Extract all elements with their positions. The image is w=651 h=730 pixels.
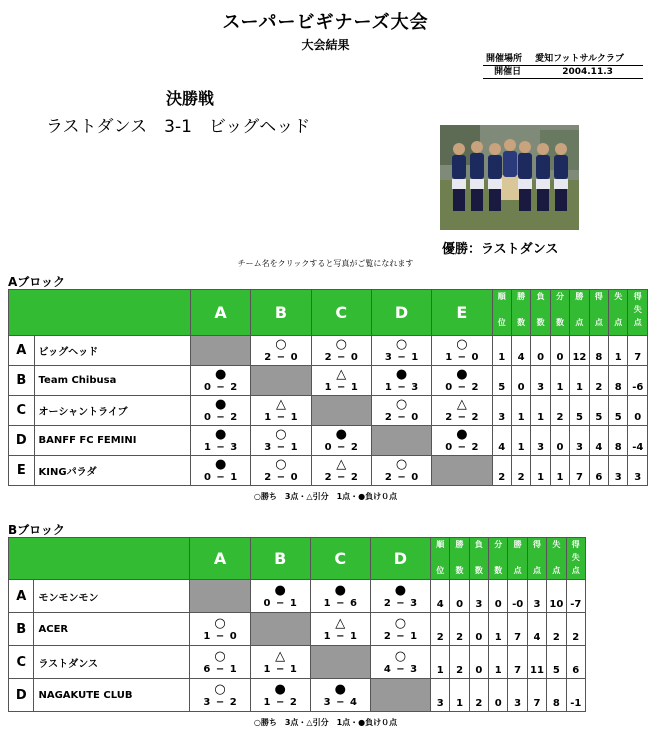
match-result-cell [190,426,250,456]
stat-value: 1 [489,646,508,679]
stat-value: 8 [547,679,566,712]
column-header-d: D [371,290,431,336]
match-score: 1 − 1 [263,663,297,675]
stat-value: 7 [628,336,648,366]
match-score: 1 − 3 [384,382,419,393]
table-row [9,336,648,366]
match-result-cell [310,613,370,646]
row-id: C [9,646,34,679]
stat-header-char: 失 [633,305,642,314]
match-result-cell [432,366,492,396]
stat-value: 0 [531,336,550,366]
stat-header [469,538,488,580]
match-score: 2 − 2 [324,472,358,483]
stat-value: 2 [550,396,569,426]
stat-value: 2 [431,613,450,646]
page-title: スーパービギナーズ大会 [222,12,429,33]
match-score: 2 − 0 [264,472,298,483]
row-id: B [9,366,35,396]
match-score: 2 − 0 [384,412,419,423]
stat-value: 0 [550,426,569,456]
stat-header-char: 勝 [575,292,584,301]
match-result-cell [432,426,492,456]
stat-value: 4 [589,426,608,456]
result-symbol: ○ [214,681,226,697]
stat-header [550,290,569,336]
self-match-cell [190,580,250,613]
stat-header-char: 勝 [513,540,522,549]
match-result-cell [251,426,311,456]
match-score: 0 − 2 [203,412,238,423]
row-id: D [9,426,35,456]
stat-header [431,538,450,580]
table-row [9,396,648,426]
team-name-link[interactable]: BANFF FC FEMINI [34,426,190,456]
result-symbol: ● [214,427,227,442]
venue-value: 愛知フットサルクラブ [532,53,643,66]
result-symbol: ○ [456,337,468,352]
stat-header [589,290,608,336]
stat-value: 5 [589,396,608,426]
stat-header-char: 負 [474,540,483,549]
stat-header [609,290,628,336]
winner-team-photo[interactable] [440,125,579,230]
block-b-legend: ○勝ち 3点・△引分 1点・●負け０点 [253,718,398,727]
stat-header-char: 順 [497,292,506,301]
stat-header-char: 順 [436,540,445,549]
stat-value: 2 [566,613,585,646]
stat-value: 3 [570,426,589,456]
match-result-cell [250,679,310,712]
block-b-table [8,537,586,712]
result-symbol: △ [335,615,346,631]
match-score: 2 − 1 [383,630,418,642]
photo-hint: チーム名をクリックすると写真がご覧になれます [237,259,414,268]
table-row [9,366,648,396]
stat-header [489,538,508,580]
stat-value: -0 [508,580,527,613]
column-header-e: E [432,290,492,336]
stat-header-char: 位 [497,318,506,327]
result-symbol: ● [214,397,227,412]
stat-value: -6 [628,366,648,396]
stat-header-char: 得 [571,540,580,549]
match-result-cell [371,456,431,486]
header-blank [9,290,191,336]
match-result-cell [251,456,311,486]
team-name-link[interactable]: オーシャントライブ [34,396,190,426]
stat-header-char: 失 [552,540,561,549]
stat-value: 7 [570,456,589,486]
stat-value: 1 [550,366,569,396]
self-match-cell [190,336,250,366]
date-value: 2004.11.3 [532,66,643,79]
stat-value: 2 [589,366,608,396]
stat-header [450,538,469,580]
match-result-cell [370,613,430,646]
table-row [9,456,648,486]
match-result-cell [370,580,430,613]
match-result-cell [371,396,431,426]
match-score: 0 − 2 [203,382,238,393]
stat-value: 1 [570,366,589,396]
stat-header-char: 点 [594,318,603,327]
match-result-cell [311,456,371,486]
stat-value: 0 [450,580,469,613]
block-b-title: Bブロック [8,523,65,537]
result-symbol: ○ [335,337,347,352]
stat-header-char: 数 [556,318,564,327]
stat-value: 1 [431,646,450,679]
stat-header-char: 数 [536,318,545,327]
column-header-c: C [311,290,371,336]
stat-header-char: 分 [556,292,564,301]
match-result-cell [311,336,371,366]
stat-header-char: 位 [436,566,445,575]
stat-header-char: 数 [494,566,503,575]
stat-value: 0 [511,366,530,396]
match-score: 1 − 0 [445,352,479,363]
column-header-c: C [310,538,370,580]
stat-header-char: 数 [474,566,483,575]
stat-header-char: 得 [594,292,603,301]
result-symbol: ● [456,367,468,382]
self-match-cell [311,396,371,426]
stat-value: 3 [531,366,550,396]
final-result: ラストダンス 3-1 ビッグヘッド [46,117,311,137]
stat-header-char: 勝 [517,292,526,301]
self-match-cell [250,613,310,646]
stat-header-char: 点 [575,318,584,327]
stat-value: 2 [547,613,566,646]
match-score: 3 − 4 [323,696,357,708]
match-result-cell [432,336,492,366]
result-symbol: ○ [395,457,408,472]
team-name-link[interactable]: KINGパラダ [34,456,190,486]
stat-value: 6 [589,456,608,486]
result-symbol: ● [395,367,408,382]
match-result-cell [311,366,371,396]
match-score: 0 − 1 [203,472,238,483]
stat-value: 8 [589,336,608,366]
stat-value: 4 [492,426,511,456]
stat-header-char: 得 [633,292,642,301]
match-result-cell [370,646,430,679]
result-symbol: ● [456,427,468,442]
stat-header-char: 点 [614,318,623,327]
match-result-cell [251,396,311,426]
stat-header [508,538,527,580]
row-id: A [9,336,35,366]
block-a-title: Aブロック [8,275,66,289]
stat-value: 1 [531,396,550,426]
match-result-cell [190,679,250,712]
stat-value: 0 [469,646,488,679]
stat-value: 0 [628,396,648,426]
result-symbol: ● [214,457,227,472]
stat-header-char: 数 [517,318,526,327]
result-symbol: ○ [394,615,407,631]
row-id: B [9,613,34,646]
table-row [9,679,586,712]
team-name-link[interactable]: ビッグヘッド [34,336,190,366]
stat-header [566,538,585,580]
match-result-cell [190,396,250,426]
result-symbol: ○ [275,457,287,472]
stat-value: 3 [431,679,450,712]
stat-value: 11 [527,646,546,679]
stat-value: 3 [531,426,550,456]
row-id: D [9,679,34,712]
stat-header-char: 点 [513,566,522,575]
stat-value: 3 [609,456,628,486]
result-symbol: ○ [275,427,287,442]
result-symbol: ○ [395,337,408,352]
result-symbol: △ [336,457,347,472]
stat-header [628,290,648,336]
match-result-cell [190,366,250,396]
stat-value: 7 [508,646,527,679]
stat-header-char: 点 [532,566,541,575]
match-score: 0 − 2 [324,442,358,453]
column-header-b: B [250,538,310,580]
stat-value: -1 [566,679,585,712]
stat-header [570,290,589,336]
result-symbol: ● [335,427,347,442]
winner-label: 優勝：ラストダンス [442,242,559,257]
match-score: 3 − 1 [384,352,419,363]
stat-value: 4 [511,336,530,366]
stat-header [511,290,530,336]
stat-value: 1 [511,396,530,426]
match-result-cell [251,336,311,366]
stat-value: 4 [431,580,450,613]
stat-value: 1 [531,456,550,486]
stat-value: 1 [492,336,511,366]
stat-value: 1 [550,456,569,486]
match-result-cell [310,580,370,613]
stat-value: 1 [450,679,469,712]
match-score: 2 − 3 [383,597,418,609]
stat-value: 5 [609,396,628,426]
date-label: 開催日 [483,66,532,79]
stat-value: 7 [527,679,546,712]
stat-header-char: 勝 [455,540,464,549]
match-score: 0 − 2 [445,382,479,393]
stat-value: 6 [566,646,585,679]
stat-value: 1 [609,336,628,366]
stat-value: 2 [450,646,469,679]
stat-header [531,290,550,336]
match-result-cell [250,580,310,613]
column-header-d: D [370,538,430,580]
table-row [9,613,586,646]
stat-value: 3 [492,396,511,426]
stat-value: 0 [489,580,508,613]
self-match-cell [371,426,431,456]
match-score: 1 − 2 [263,696,297,708]
match-score: 1 − 1 [323,630,357,642]
team-name-link[interactable]: ラストダンス [34,646,190,679]
result-symbol: ○ [275,337,287,352]
page-subtitle: 大会結果 [301,38,350,52]
stat-value: 3 [527,580,546,613]
match-score: 6 − 1 [203,663,237,675]
stat-value: 1 [489,613,508,646]
stat-value: 2 [469,679,488,712]
match-score: 2 − 0 [384,472,419,483]
stat-value: 1 [511,426,530,456]
result-symbol: ○ [395,397,408,412]
match-score: 0 − 2 [445,442,479,453]
stat-value: 8 [609,366,628,396]
self-match-cell [251,366,311,396]
block-a-legend: ○勝ち 3点・△引分 1点・●負け０点 [253,492,398,501]
block-a-table [8,289,648,486]
match-result-cell [311,426,371,456]
venue-label: 開催場所 [483,53,532,66]
team-name-link[interactable]: Team Chibusa [34,366,190,396]
match-result-cell [250,646,310,679]
match-score: 1 − 6 [323,597,357,609]
stat-value: 5 [492,366,511,396]
match-score: 2 − 2 [445,412,479,423]
final-label: 決勝戦 [166,89,215,108]
match-result-cell [190,456,250,486]
match-score: 1 − 1 [264,412,298,423]
match-score: 2 − 0 [264,352,298,363]
match-score: 3 − 1 [264,442,298,453]
stat-value: 7 [508,613,527,646]
stat-header-char: 数 [455,566,464,575]
stat-value: 0 [489,679,508,712]
stat-header-char: 点 [633,318,642,327]
stat-value: 3 [628,456,648,486]
result-symbol: △ [275,397,286,412]
stat-header-char: 失 [571,553,580,562]
match-score: 4 − 3 [383,663,418,675]
result-symbol: ● [334,582,346,598]
stat-value: -7 [566,580,585,613]
stat-value: 10 [547,580,566,613]
match-result-cell [190,646,250,679]
team-name-link[interactable]: ACER [34,613,190,646]
match-score: 0 − 1 [263,597,297,609]
result-symbol: ● [394,582,407,598]
match-score: 2 − 0 [324,352,358,363]
stat-header [492,290,511,336]
stat-value: 2 [492,456,511,486]
stat-header-char: 点 [571,566,580,575]
column-header-b: B [251,290,311,336]
stat-header-char: 点 [552,566,561,575]
result-symbol: △ [456,397,467,412]
stat-value: 5 [547,646,566,679]
header-blank [9,538,190,580]
stat-header-char: 失 [614,292,623,301]
result-symbol: ● [334,681,346,697]
result-symbol: ○ [394,648,407,664]
stat-value: 2 [450,613,469,646]
stat-header [527,538,546,580]
match-result-cell [371,336,431,366]
stat-value: 0 [469,613,488,646]
row-id: A [9,580,34,613]
team-photo-illustration [440,125,579,230]
row-id: E [9,456,35,486]
stat-value: 4 [527,613,546,646]
table-row [9,580,586,613]
table-row [9,426,648,456]
column-header-a: A [190,290,250,336]
stat-header [547,538,566,580]
result-symbol: △ [336,367,347,382]
result-symbol: ○ [214,648,226,664]
stat-header-char: 負 [536,292,545,301]
row-id: C [9,396,35,426]
stat-header-char: 得 [532,540,541,549]
self-match-cell [370,679,430,712]
stat-value: 0 [550,336,569,366]
match-result-cell [310,679,370,712]
result-symbol: ○ [214,615,226,631]
match-score: 1 − 3 [203,442,238,453]
table-row [9,646,586,679]
stat-value: -4 [628,426,648,456]
column-header-a: A [190,538,250,580]
result-symbol: △ [275,648,286,664]
result-symbol: ● [274,582,286,598]
team-name-link[interactable]: NAGAKUTE CLUB [34,679,190,712]
self-match-cell [310,646,370,679]
match-score: 1 − 1 [324,382,358,393]
match-score: 3 − 2 [203,696,237,708]
stat-value: 5 [570,396,589,426]
team-name-link[interactable]: モンモンモン [34,580,190,613]
stat-value: 2 [511,456,530,486]
venue-info [483,53,643,79]
match-result-cell [190,613,250,646]
stat-header-char: 分 [494,540,503,549]
self-match-cell [432,456,492,486]
stat-value: 3 [508,679,527,712]
match-result-cell [432,396,492,426]
stat-value: 12 [570,336,589,366]
stat-value: 3 [469,580,488,613]
stat-value: 8 [609,426,628,456]
result-symbol: ● [274,681,286,697]
result-symbol: ● [214,367,227,382]
match-score: 1 − 0 [203,630,237,642]
match-result-cell [371,366,431,396]
